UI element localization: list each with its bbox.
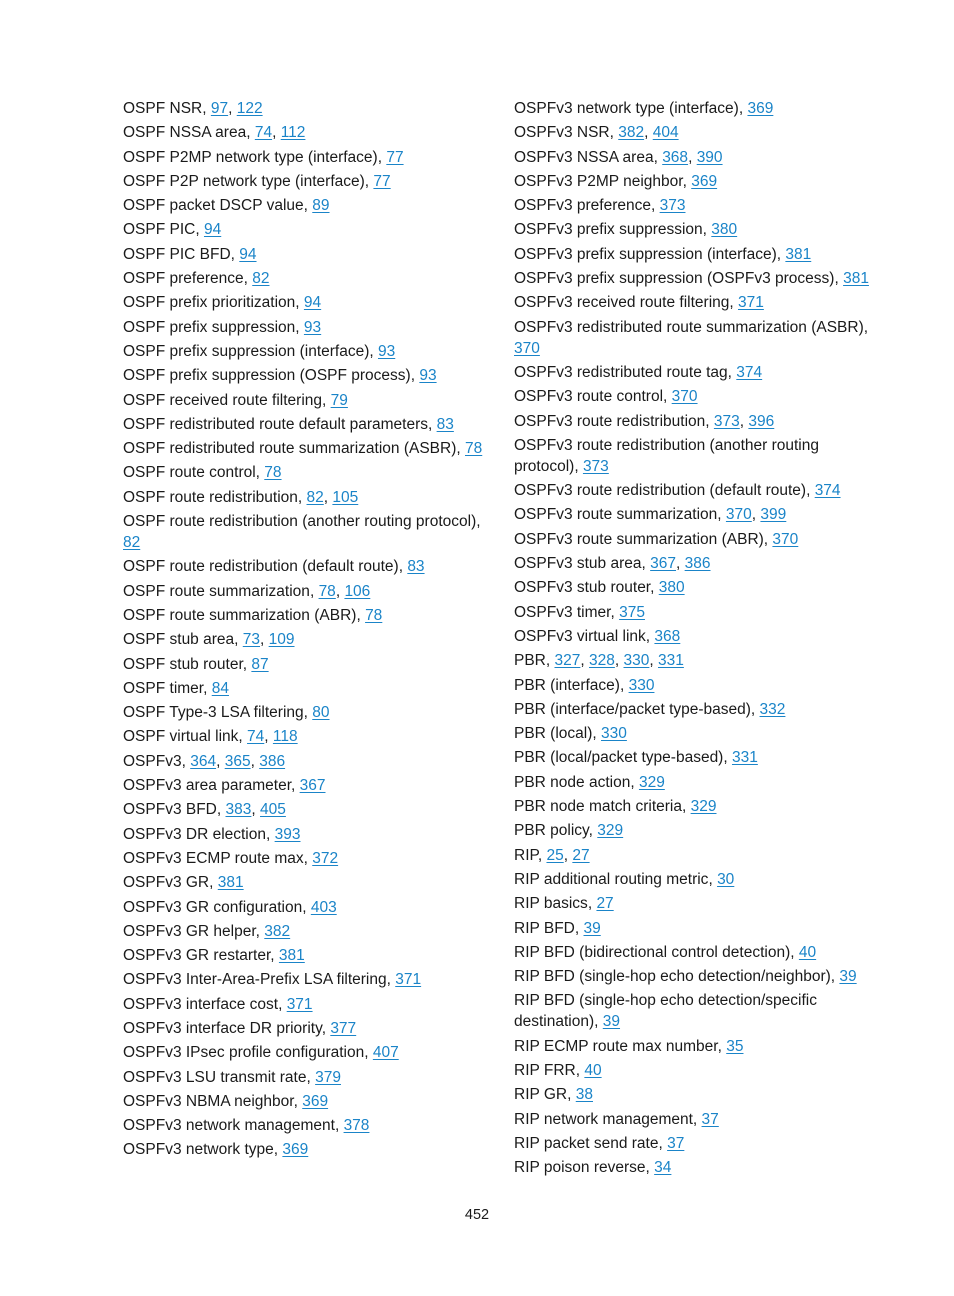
index-entry: OSPF received route filtering, 79 [123, 391, 348, 409]
index-entry: OSPF route redistribution (default route), 83 [123, 558, 425, 576]
index-entry: OSPFv3 route summarization, 370, 399 [514, 506, 787, 524]
index-term: OSPFv3 route summarization (ABR) [514, 530, 764, 548]
page-link[interactable]: 78 [264, 464, 282, 482]
index-term: PBR [514, 652, 546, 670]
page-link[interactable]: 78 [318, 582, 336, 600]
index-entry: OSPFv3 NSSA area, 368, 390 [514, 148, 723, 166]
index-entry: OSPFv3 prefix suppression (OSPFv3 process), 381 [514, 270, 869, 288]
page-link[interactable]: 367 [299, 777, 326, 795]
index-term: RIP GR [514, 1086, 568, 1104]
index-term: OSPFv3 NBMA neighbor [123, 1092, 294, 1110]
index-entry: RIP network management, 37 [514, 1110, 719, 1128]
page-link[interactable]: 78 [365, 606, 383, 624]
index-term: OSPFv3 route redistribution (another routing protocol) [514, 436, 819, 475]
index-term: PBR (interface/packet type-based) [514, 700, 751, 718]
index-term: OSPF PIC [123, 221, 196, 239]
index-term: OSPF stub router [123, 655, 243, 673]
page-link[interactable]: 118 [272, 728, 298, 746]
page-link[interactable]: 93 [378, 342, 396, 360]
index-entry: OSPFv3 route redistribution (another routing protocol), 373 [514, 436, 819, 475]
index-term: PBR node action [514, 773, 631, 791]
page-link[interactable]: 381 [217, 874, 244, 892]
index-term: OSPFv3 received route filtering [514, 294, 730, 312]
page-link[interactable]: 378 [343, 1117, 370, 1135]
index-term: OSPFv3 interface cost [123, 995, 279, 1013]
page-link[interactable]: 35 [726, 1037, 744, 1055]
index-term: OSPF route summarization (ABR) [123, 606, 357, 624]
page-link[interactable]: 367 [650, 555, 677, 573]
page-link[interactable]: 328 [589, 652, 615, 670]
page-link[interactable]: 373 [582, 457, 609, 475]
index-term: PBR policy [514, 822, 589, 840]
index-term: OSPF timer [123, 679, 204, 697]
index-entry: RIP BFD (bidirectional control detection), 40 [514, 943, 817, 961]
index-term: RIP BFD [514, 919, 575, 937]
index-entry: OSPF route redistribution (another routing protocol), 82 [123, 513, 481, 552]
index-entry: RIP, 25, 27 [514, 846, 590, 864]
index-term: RIP [514, 846, 538, 864]
index-entry: OSPF P2MP network type (interface), 77 [123, 148, 404, 166]
index-term: OSPFv3 P2MP neighbor [514, 172, 683, 190]
page-link[interactable]: 79 [330, 391, 348, 409]
page-link[interactable]: 365 [224, 752, 251, 770]
index-term: RIP BFD (bidirectional control detection) [514, 943, 791, 961]
page-link[interactable]: 364 [190, 752, 217, 770]
page-link[interactable]: 25 [546, 846, 564, 864]
index-entry: OSPFv3 Inter-Area-Prefix LSA filtering, 371 [123, 971, 422, 989]
index-entry: OSPF preference, 82 [123, 270, 270, 288]
page-link[interactable]: 377 [330, 1019, 357, 1037]
page-link[interactable]: 329 [638, 773, 665, 791]
index-term: OSPFv3 NSR [514, 124, 610, 142]
index-entry: PBR node match criteria, 329 [514, 798, 717, 816]
page-link[interactable]: 380 [711, 221, 738, 239]
index-term: OSPFv3 GR helper [123, 922, 256, 940]
page-link[interactable]: 370 [772, 530, 799, 548]
page-link[interactable]: 369 [747, 100, 774, 117]
index-entry: OSPFv3 LSU transmit rate, 379 [123, 1068, 341, 1086]
index-term: OSPF PIC BFD [123, 245, 231, 263]
index-term: OSPF packet DSCP value [123, 197, 304, 215]
index-column-left [123, 98, 493, 1164]
index-term: OSPF virtual link [123, 728, 239, 746]
index-term: OSPFv3 GR restarter [123, 947, 271, 965]
page-link[interactable]: 371 [738, 294, 764, 312]
page-link[interactable]: 40 [798, 943, 817, 961]
index-entry: OSPFv3 route redistribution, 373, 396 [514, 412, 775, 430]
index-entry: OSPF route summarization, 78, 106 [123, 582, 371, 600]
index-term: OSPFv3 ECMP route max [123, 849, 304, 867]
index-entry: OSPFv3 GR helper, 382 [123, 922, 291, 940]
index-term: OSPF route summarization [123, 582, 310, 600]
index-term: OSPFv3 prefix suppression (interface) [514, 245, 777, 263]
index-term: OSPF preference [123, 270, 244, 288]
page-link[interactable]: 369 [691, 172, 718, 190]
page-link[interactable]: 83 [407, 558, 425, 576]
page-link[interactable]: 368 [662, 148, 689, 166]
index-term: RIP poison reverse [514, 1159, 646, 1177]
index-term: OSPF prefix suppression [123, 318, 296, 336]
page-link[interactable]: 80 [312, 704, 330, 722]
index-entry: PBR (interface/packet type-based), 332 [514, 700, 786, 718]
index-entry: OSPFv3 area parameter, 367 [123, 777, 326, 795]
page-link[interactable]: 331 [658, 652, 684, 670]
index-term: OSPFv3 interface DR priority [123, 1019, 322, 1037]
index-entry: OSPF stub router, 87 [123, 655, 269, 673]
index-term: PBR (interface) [514, 676, 620, 694]
index-entry: OSPFv3 timer, 375 [514, 603, 645, 621]
page-link[interactable]: 73 [242, 631, 261, 649]
page-link[interactable]: 368 [654, 627, 681, 645]
index-entry: OSPF P2P network type (interface), 77 [123, 172, 391, 190]
index-term: OSPFv3 BFD [123, 801, 217, 819]
index-entry: RIP BFD (single-hop echo detection/neighbor), 39 [514, 968, 857, 986]
index-entry: RIP BFD (single-hop echo detection/specific destination), 39 [514, 992, 817, 1031]
index-term: OSPFv3 network type (interface) [514, 100, 739, 117]
index-term: OSPFv3 virtual link [514, 627, 646, 645]
index-entry: OSPF route control, 78 [123, 464, 282, 482]
index-entry: RIP GR, 38 [514, 1086, 593, 1104]
index-entry: OSPF prefix prioritization, 94 [123, 294, 322, 312]
page-link[interactable]: 404 [652, 124, 679, 142]
index-entry: OSPF prefix suppression, 93 [123, 318, 322, 336]
index-entry: RIP additional routing metric, 30 [514, 870, 735, 888]
page-link[interactable]: 386 [684, 555, 711, 573]
index-entry: OSPFv3 GR restarter, 381 [123, 947, 305, 965]
index-term: OSPFv3 stub router [514, 579, 651, 597]
page-link[interactable]: 372 [312, 849, 339, 867]
page-link[interactable]: 374 [736, 363, 763, 381]
index-entry: OSPFv3 virtual link, 368 [514, 627, 681, 645]
index-entry: OSPFv3 P2MP neighbor, 369 [514, 172, 718, 190]
page-link[interactable]: 381 [278, 947, 305, 965]
page-link[interactable]: 94 [303, 294, 322, 312]
page-link[interactable]: 371 [395, 971, 422, 989]
page-link[interactable]: 83 [436, 415, 454, 433]
page-link[interactable]: 82 [123, 534, 141, 552]
index-entry: OSPFv3, 364, 365, 386 [123, 752, 286, 770]
index-entry: OSPFv3 route summarization (ABR), 370 [514, 530, 799, 548]
page-link[interactable]: 74 [247, 728, 265, 746]
index-entry: RIP FRR, 40 [514, 1061, 602, 1079]
index-term: RIP packet send rate [514, 1134, 659, 1152]
page-link[interactable]: 94 [239, 245, 257, 263]
index-entry: PBR policy, 329 [514, 822, 624, 840]
page-link[interactable]: 383 [225, 801, 252, 819]
page-link[interactable]: 405 [260, 801, 286, 819]
index-term: OSPF route redistribution [123, 488, 298, 506]
index-entry: OSPF packet DSCP value, 89 [123, 197, 330, 215]
index-entry: OSPF route summarization (ABR), 78 [123, 606, 383, 624]
page-link[interactable]: 105 [332, 488, 359, 506]
index-entry: OSPFv3 prefix suppression, 380 [514, 221, 738, 239]
index-entry: RIP poison reverse, 34 [514, 1159, 672, 1177]
index-term: OSPF redistributed route default parameters [123, 415, 428, 433]
index-entry: OSPFv3 stub router, 380 [514, 579, 685, 597]
index-entry: OSPFv3 prefix suppression (interface), 381 [514, 245, 812, 263]
page-link[interactable]: 94 [203, 221, 222, 239]
page-link[interactable]: 403 [310, 898, 337, 916]
page-link[interactable]: 371 [286, 995, 313, 1013]
page-link[interactable]: 393 [274, 825, 301, 843]
index-term: OSPF P2MP network type (interface) [123, 148, 378, 166]
page-link[interactable]: 84 [211, 679, 229, 697]
index-term: OSPFv3 route redistribution (default route) [514, 482, 807, 500]
index-term: OSPFv3 prefix suppression (OSPFv3 process) [514, 270, 835, 288]
index-entry: OSPFv3 NBMA neighbor, 369 [123, 1092, 329, 1110]
index-entry: OSPFv3 BFD, 383, 405 [123, 801, 286, 819]
index-term: OSPF NSR [123, 100, 203, 117]
index-term: OSPFv3 redistributed route tag [514, 363, 728, 381]
index-term: OSPFv3 stub area [514, 555, 642, 573]
index-term: OSPF received route filtering [123, 391, 323, 409]
index-term: OSPF stub area [123, 631, 235, 649]
page-link[interactable]: 112 [280, 124, 306, 142]
page-link[interactable]: 370 [671, 388, 698, 406]
page-link[interactable]: 369 [282, 1141, 309, 1159]
page-link[interactable]: 382 [618, 124, 645, 142]
index-entry: OSPFv3 route control, 370 [514, 388, 698, 406]
index-entry: OSPFv3 DR election, 393 [123, 825, 301, 843]
page-link[interactable]: 369 [302, 1092, 329, 1110]
page-link[interactable]: 106 [344, 582, 371, 600]
page-link[interactable]: 39 [602, 1013, 621, 1031]
index-term: OSPFv3 area parameter [123, 777, 291, 795]
page-link[interactable]: 329 [597, 822, 624, 840]
index-entry: OSPF timer, 84 [123, 679, 229, 697]
index-term: OSPF NSSA area [123, 124, 247, 142]
index-term: OSPF route redistribution (default route) [123, 558, 399, 576]
index-column-right [514, 98, 874, 1181]
index-entry: OSPF route redistribution, 82, 105 [123, 488, 359, 506]
page-link[interactable]: 40 [584, 1061, 602, 1079]
index-entry: OSPF redistributed route default parameters, 83 [123, 415, 454, 433]
index-entry: OSPFv3 route redistribution (default route), 374 [514, 482, 841, 500]
page-link[interactable]: 373 [713, 412, 740, 430]
page-link[interactable]: 38 [575, 1086, 593, 1104]
page-link[interactable]: 93 [419, 367, 437, 385]
page-link[interactable]: 27 [572, 846, 590, 864]
page-link[interactable]: 93 [303, 318, 322, 336]
page-link[interactable]: 78 [465, 440, 483, 458]
index-entry: OSPFv3 preference, 373 [514, 197, 686, 215]
page-link[interactable]: 330 [628, 676, 655, 694]
page-link[interactable]: 381 [785, 245, 812, 263]
index-term: OSPFv3 NSSA area [514, 148, 654, 166]
index-entry: OSPFv3 redistributed route summarization (ASBR), 370 [514, 318, 869, 357]
page-link[interactable]: 34 [654, 1159, 672, 1177]
index-term: RIP ECMP route max number [514, 1037, 718, 1055]
page-link[interactable]: 370 [725, 506, 752, 524]
page-link[interactable]: 374 [814, 482, 841, 500]
page-link[interactable]: 39 [839, 968, 857, 986]
page-link[interactable]: 27 [596, 895, 614, 913]
index-term: RIP BFD (single-hop echo detection/neighbor) [514, 968, 831, 986]
page-link[interactable]: 77 [373, 172, 391, 190]
page-link[interactable]: 74 [254, 124, 273, 142]
index-entry: OSPF virtual link, 74, 118 [123, 728, 298, 746]
index-term: OSPF redistributed route summarization (ASBR) [123, 440, 457, 458]
page-link[interactable]: 329 [690, 798, 717, 816]
index-entry: OSPFv3 network management, 378 [123, 1117, 370, 1135]
page-link[interactable]: 77 [386, 148, 404, 166]
index-term: OSPFv3 preference [514, 197, 651, 215]
index-term: OSPF route redistribution (another routing protocol) [123, 513, 477, 531]
index-entry: OSPFv3 redistributed route tag, 374 [514, 363, 763, 381]
page-link[interactable]: 382 [264, 922, 291, 940]
index-term: RIP BFD (single-hop echo detection/specific destination) [514, 992, 817, 1031]
index-entry: OSPFv3 GR configuration, 403 [123, 898, 337, 916]
page-link[interactable]: 39 [583, 919, 601, 937]
index-entry: OSPF PIC BFD, 94 [123, 245, 257, 263]
page-link[interactable]: 37 [667, 1134, 685, 1152]
page-link[interactable]: 380 [658, 579, 685, 597]
index-entry: PBR node action, 329 [514, 773, 665, 791]
index-entry: OSPF prefix suppression (interface), 93 [123, 342, 396, 360]
page-link[interactable]: 370 [514, 339, 540, 357]
index-term: OSPF P2P network type (interface) [123, 172, 365, 190]
index-entry: PBR (local/packet type-based), 331 [514, 749, 758, 767]
index-term: OSPFv3 route summarization [514, 506, 718, 524]
index-entry: PBR, 327, 328, 330, 331 [514, 652, 684, 670]
page-link[interactable]: 386 [259, 752, 286, 770]
page-link[interactable]: 332 [759, 700, 786, 718]
page-link[interactable]: 373 [659, 197, 686, 215]
page-link[interactable]: 381 [843, 270, 869, 288]
index-term: OSPFv3 timer [514, 603, 611, 621]
index-term: PBR (local/packet type-based) [514, 749, 724, 767]
index-entry: RIP packet send rate, 37 [514, 1134, 685, 1152]
index-entry: PBR (local), 330 [514, 725, 627, 743]
index-term: RIP additional routing metric [514, 870, 709, 888]
index-entry: OSPFv3 received route filtering, 371 [514, 294, 764, 312]
page-link[interactable]: 330 [601, 725, 627, 743]
index-term: OSPF Type-3 LSA filtering [123, 704, 304, 722]
page-link[interactable]: 396 [748, 412, 775, 430]
index-entry: OSPFv3 stub area, 367, 386 [514, 555, 711, 573]
index-entry: RIP ECMP route max number, 35 [514, 1037, 744, 1055]
index-entry: OSPFv3 network type (interface), 369 [514, 100, 774, 117]
index-entry: RIP BFD, 39 [514, 919, 601, 937]
page-link[interactable]: 82 [252, 270, 270, 288]
page-link[interactable]: 407 [372, 1044, 399, 1062]
index-term: PBR node match criteria [514, 798, 682, 816]
page-link[interactable]: 375 [619, 603, 645, 621]
index-term: OSPFv3 redistributed route summarization (ASBR) [514, 318, 864, 336]
index-term: OSPF prefix suppression (OSPF process) [123, 367, 411, 385]
page-link[interactable]: 109 [268, 631, 295, 649]
page-link[interactable]: 97 [210, 100, 229, 117]
index-entry: OSPFv3 IPsec profile configuration, 407 [123, 1044, 399, 1062]
index-entry: OSPF stub area, 73, 109 [123, 631, 295, 649]
page-link[interactable]: 390 [696, 148, 723, 166]
index-entry: OSPFv3 GR, 381 [123, 874, 244, 892]
page-link[interactable]: 379 [315, 1068, 341, 1086]
page-link[interactable]: 82 [306, 488, 324, 506]
index-term: RIP FRR [514, 1061, 576, 1079]
index-entry: OSPFv3 NSR, 382, 404 [514, 124, 679, 142]
index-term: RIP network management [514, 1110, 693, 1128]
page-link[interactable]: 331 [731, 749, 758, 767]
index-term: OSPFv3 route redistribution [514, 412, 706, 430]
index-term: OSPFv3 LSU transmit rate [123, 1068, 307, 1086]
page-link[interactable]: 87 [251, 655, 269, 673]
page-link[interactable]: 399 [760, 506, 787, 524]
index-entry: OSPFv3 interface DR priority, 377 [123, 1019, 357, 1037]
index-term: PBR (local) [514, 725, 593, 743]
index-term: OSPFv3 Inter-Area-Prefix LSA filtering [123, 971, 387, 989]
page-link[interactable]: 327 [554, 652, 581, 670]
index-entry: OSPF prefix suppression (OSPF process), 93 [123, 367, 437, 385]
index-entry: OSPF NSR, 97, 122 [123, 100, 263, 117]
index-entry: PBR (interface), 330 [514, 676, 655, 694]
index-entry: OSPF redistributed route summarization (ASBR), 78 [123, 440, 483, 458]
index-term: OSPFv3 network management [123, 1117, 335, 1135]
page-number: 452 [464, 1207, 490, 1223]
index-term: OSPF prefix suppression (interface) [123, 342, 370, 360]
page-link[interactable]: 37 [701, 1110, 719, 1128]
page-link[interactable]: 330 [623, 652, 650, 670]
index-term: OSPFv3 GR configuration [123, 898, 303, 916]
page-link[interactable]: 89 [312, 197, 330, 215]
index-entry: OSPFv3 ECMP route max, 372 [123, 849, 339, 867]
index-term: OSPF route control [123, 464, 256, 482]
index-term: OSPFv3 IPsec profile configuration [123, 1044, 365, 1062]
index-term: OSPFv3 GR [123, 874, 210, 892]
index-entry: RIP basics, 27 [514, 895, 614, 913]
page-link[interactable]: 122 [236, 100, 263, 117]
index-entry: OSPFv3 interface cost, 371 [123, 995, 313, 1013]
index-entry: OSPF NSSA area, 74, 112 [123, 124, 306, 142]
index-term: OSPFv3 DR election [123, 825, 266, 843]
index-term: OSPFv3 network type [123, 1141, 274, 1159]
page-link[interactable]: 30 [717, 870, 735, 888]
index-term: OSPF prefix prioritization [123, 294, 296, 312]
index-term: RIP basics [514, 895, 588, 913]
index-entry: OSPFv3 network type, 369 [123, 1141, 309, 1159]
index-entry: OSPF PIC, 94 [123, 221, 222, 239]
index-term: OSPFv3 route control [514, 388, 664, 406]
index-term: OSPFv3 [123, 752, 182, 770]
index-entry: OSPF Type-3 LSA filtering, 80 [123, 704, 330, 722]
index-term: OSPFv3 prefix suppression [514, 221, 703, 239]
